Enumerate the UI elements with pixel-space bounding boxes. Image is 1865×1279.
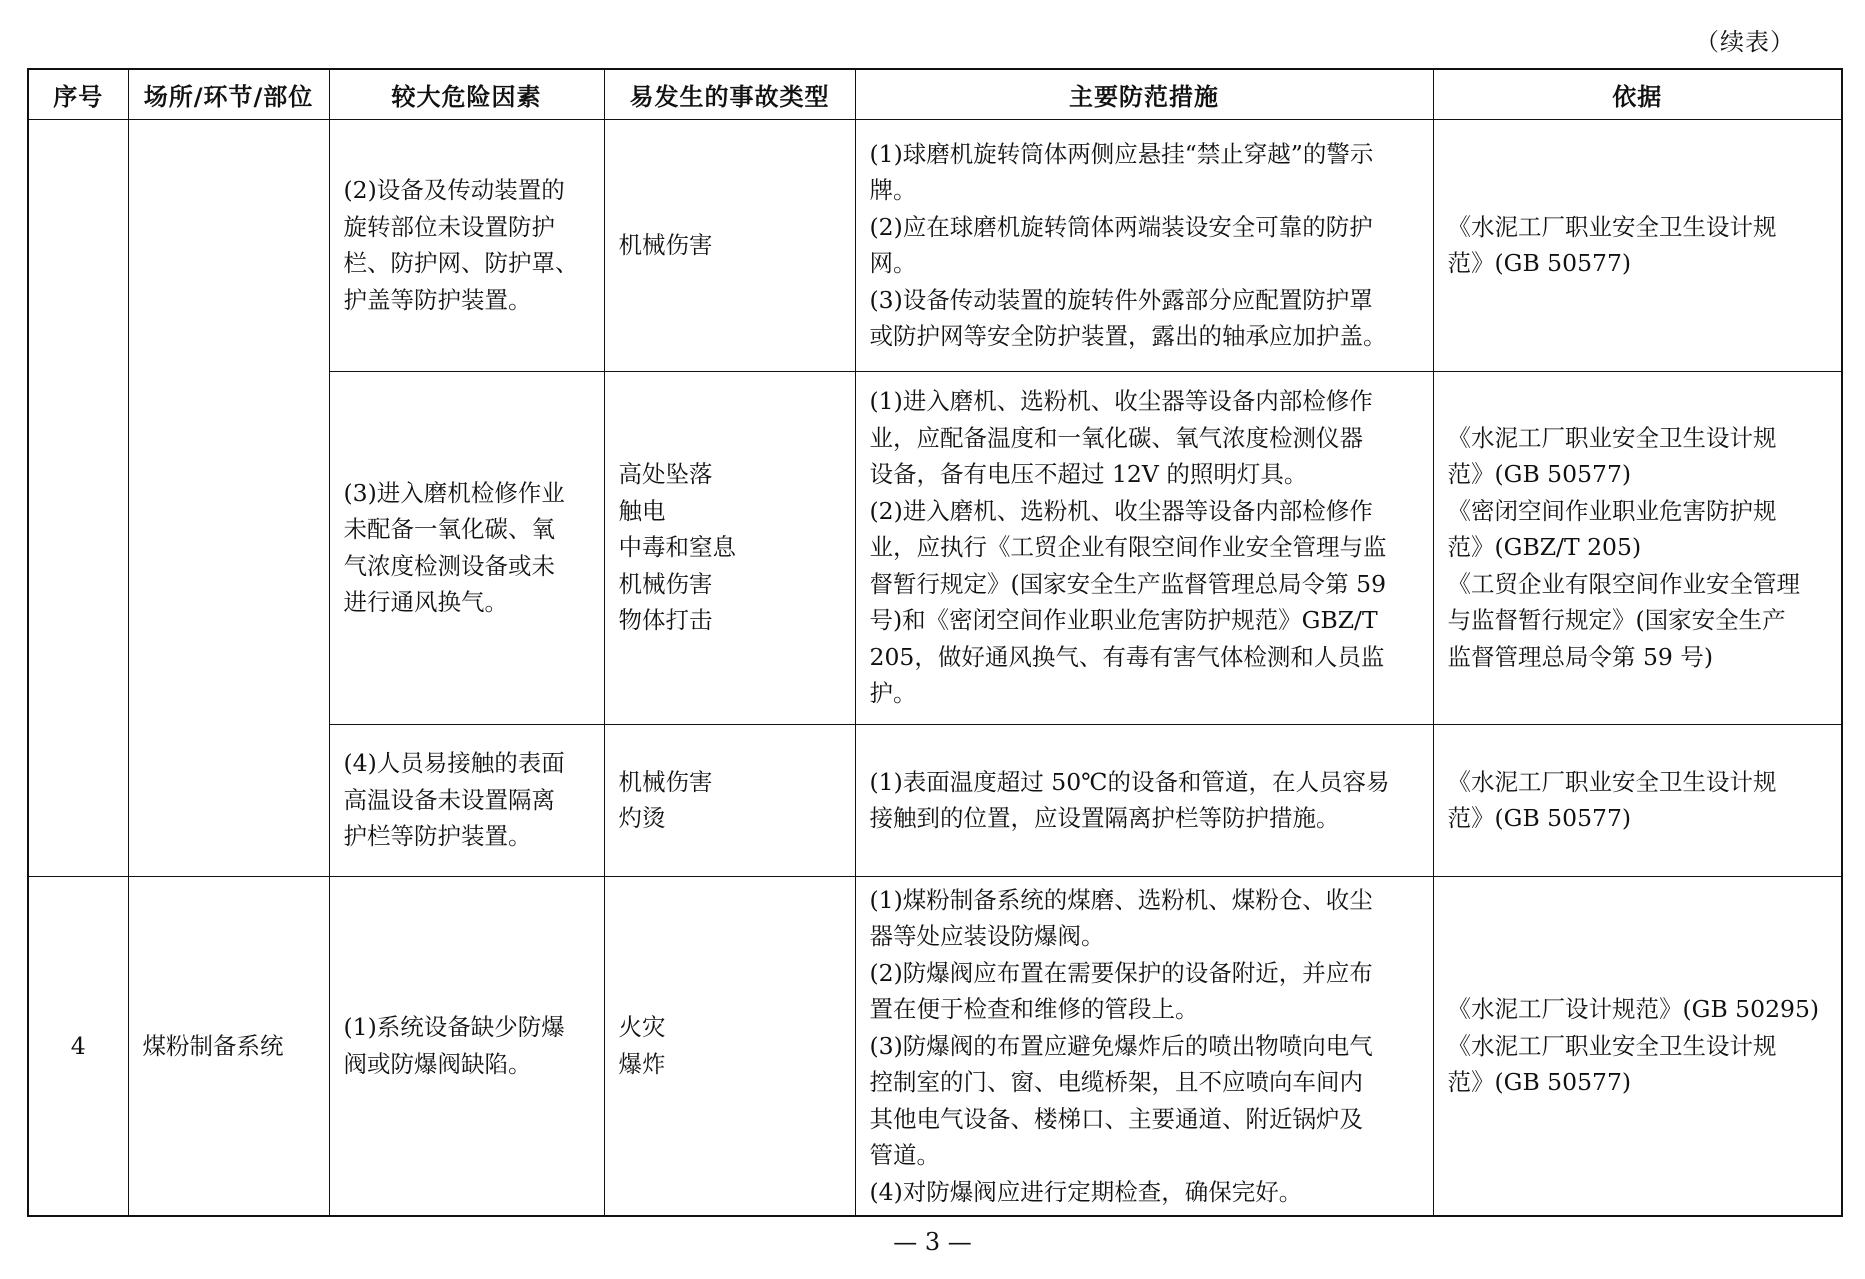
basis-line: 《工贸企业有限空间作业安全管理: [1447, 569, 1800, 598]
accident-type: 机械伤害: [618, 767, 713, 796]
measure-line: 网。: [869, 249, 917, 277]
measure-line: 管道。: [869, 1141, 940, 1169]
measure-line: 205，做好通风换气、有毒有害气体检测和人员监: [869, 642, 1385, 671]
measures-cell: [855, 119, 1433, 371]
measure-line: (3)设备传动装置的旋转件外露部分应配置防护罩: [869, 285, 1373, 314]
measure-line: (2)应在球磨机旋转筒体两端装设安全可靠的防护: [869, 212, 1373, 241]
accident-type: 爆炸: [618, 1049, 666, 1078]
measures-cell: [855, 876, 1433, 1216]
accident-cell: [604, 119, 855, 371]
measure-line: 督暂行规定》(国家安全生产监督管理总局令第 59: [869, 569, 1387, 598]
continued-label: （续表）: [1695, 28, 1795, 56]
measure-line: 设备，备有电压不超过 12V 的照明灯具。: [869, 460, 1308, 489]
header-basis: 依据: [1433, 69, 1842, 119]
hazard-line: 阀或防爆阀缺陷。: [343, 1049, 532, 1078]
measure-line: 控制室的门、窗、电缆桥架，且不应喷向车间内: [869, 1068, 1363, 1096]
measure-line: (4)对防爆阀应进行定期检查，确保完好。: [869, 1177, 1303, 1206]
basis-line: 监督管理总局令第 59 号): [1447, 642, 1714, 671]
seq-cell: 4: [28, 876, 128, 1216]
measure-line: (1)进入磨机、选粉机、收尘器等设备内部检修作: [869, 387, 1373, 416]
accident-type: 机械伤害: [618, 230, 713, 259]
basis-line: 范》(GB 50577): [1447, 249, 1632, 277]
basis-line: 与监督暂行规定》(国家安全生产: [1447, 606, 1786, 635]
header-accident: 易发生的事故类型: [604, 69, 855, 119]
accident-cell: [604, 876, 855, 1216]
measure-line: 器等处应装设防爆阀。: [869, 922, 1105, 950]
header-measures: 主要防范措施: [855, 69, 1433, 119]
basis-line: 《水泥工厂职业安全卫生设计规: [1447, 1031, 1777, 1060]
hazard-line: 未配备一氧化碳、氧: [343, 515, 555, 543]
accident-cell: [604, 724, 855, 876]
hazard-cell: [329, 371, 604, 724]
basis-line: 范》(GB 50577): [1447, 1068, 1632, 1096]
measure-line: 接触到的位置，应设置隔离护栏等防护措施。: [869, 804, 1340, 832]
accident-type: 火灾: [618, 1013, 666, 1042]
measure-line: 业，应配备温度和一氧化碳、氧气浓度检测仪器: [869, 423, 1363, 452]
basis-line: 《水泥工厂职业安全卫生设计规: [1447, 767, 1777, 796]
measure-line: (1)球磨机旋转筒体两侧应悬挂“禁止穿越”的警示: [869, 139, 1374, 168]
measure-line: 号)和《密闭空间作业职业危害防护规范》GBZ/T: [869, 606, 1378, 635]
location-cell: [128, 119, 329, 876]
accident-type: 触电: [618, 496, 666, 525]
measures-cell: [855, 371, 1433, 724]
hazard-line: 气浓度检测设备或未: [343, 551, 555, 580]
measure-line: (3)防爆阀的布置应避免爆炸后的喷出物喷向电气: [869, 1031, 1373, 1060]
hazard-cell: [329, 724, 604, 876]
hazard-line: (1)系统设备缺少防爆: [343, 1013, 565, 1042]
basis-line: 《水泥工厂职业安全卫生设计规: [1447, 423, 1777, 452]
hazard-cell: [329, 119, 604, 371]
accident-type: 物体打击: [618, 606, 713, 635]
hazard-line: (2)设备及传动装置的: [343, 176, 565, 204]
measure-line: 护。: [869, 679, 917, 708]
accident-cell: [604, 371, 855, 724]
hazard-table: [27, 68, 1843, 1217]
hazard-line: 旋转部位未设置防护: [343, 212, 555, 241]
measure-line: (1)煤粉制备系统的煤磨、选粉机、煤粉仓、收尘: [869, 885, 1373, 914]
hazard-line: 栏、防护网、防护罩、: [343, 249, 579, 277]
header-location: 场所/环节/部位: [128, 69, 329, 119]
accident-type: 灼烫: [618, 804, 666, 832]
header-seq: 序号: [28, 69, 128, 119]
basis-line: 范》(GB 50577): [1447, 460, 1632, 489]
accident-type: 高处坠落: [618, 460, 713, 489]
measures-cell: [855, 724, 1433, 876]
basis-cell: [1433, 119, 1842, 371]
hazard-line: (4)人员易接触的表面: [343, 749, 565, 778]
basis-line: 范》(GBZ/T 205): [1447, 533, 1642, 562]
measure-line: 牌。: [869, 176, 917, 204]
hazard-line: 护栏等防护装置。: [343, 822, 532, 851]
basis-line: 《密闭空间作业职业危害防护规: [1447, 496, 1777, 525]
hazard-line: 进行通风换气。: [343, 588, 508, 616]
basis-cell: [1433, 724, 1842, 876]
accident-type: 机械伤害: [618, 569, 713, 598]
table-row: [28, 119, 1842, 371]
measure-line: 置在便于检查和维修的管段上。: [869, 995, 1199, 1023]
measure-line: 其他电气设备、楼梯口、主要通道、附近锅炉及: [869, 1104, 1363, 1133]
measure-line: (2)防爆阀应布置在需要保护的设备附近，并应布: [869, 958, 1373, 987]
basis-cell: [1433, 371, 1842, 724]
measure-line: (1)表面温度超过 50℃的设备和管道，在人员容易: [869, 767, 1390, 796]
basis-cell: [1433, 876, 1842, 1216]
measure-line: 业，应执行《工贸企业有限空间作业安全管理与监: [869, 533, 1387, 562]
measure-line: (2)进入磨机、选粉机、收尘器等设备内部检修作: [869, 496, 1373, 525]
basis-line: 《水泥工厂职业安全卫生设计规: [1447, 212, 1777, 241]
hazard-cell: [329, 876, 604, 1216]
basis-line: 《水泥工厂设计规范》(GB 50295): [1447, 995, 1820, 1023]
location-cell: 煤粉制备系统: [128, 876, 329, 1216]
hazard-line: 高温设备未设置隔离: [343, 785, 555, 814]
table-row: [28, 876, 1842, 1216]
seq-cell: [28, 119, 128, 876]
hazard-line: (3)进入磨机检修作业: [343, 478, 565, 507]
accident-type: 中毒和窒息: [618, 533, 736, 562]
header-hazard: 较大危险因素: [329, 69, 604, 119]
hazard-line: 护盖等防护装置。: [343, 285, 532, 314]
basis-line: 范》(GB 50577): [1447, 804, 1632, 832]
header-row: [28, 69, 1842, 119]
measure-line: 或防护网等安全防护装置，露出的轴承应加护盖。: [869, 322, 1387, 350]
page-number: — 3 —: [893, 1228, 972, 1256]
